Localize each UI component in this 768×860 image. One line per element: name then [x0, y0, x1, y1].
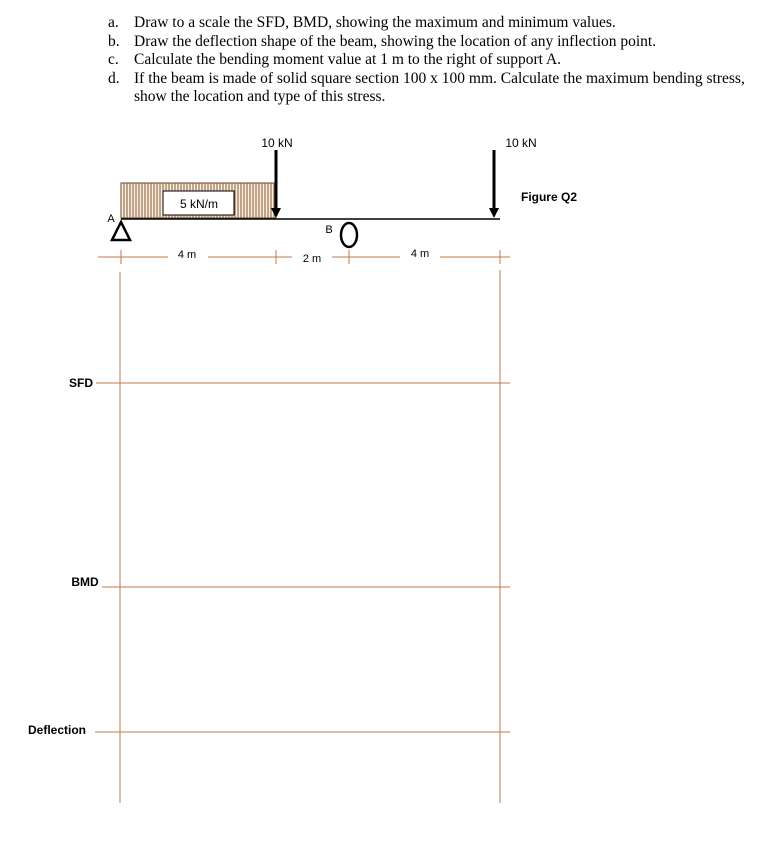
support-a-label: A [107, 213, 115, 225]
span-label-2: 2 m [302, 253, 322, 265]
question-d-letter: d. [108, 69, 120, 87]
sfd-label: SFD [69, 376, 93, 390]
bmd-label: BMD [71, 575, 99, 589]
point-load-2-arrow [489, 150, 499, 218]
question-d-text: If the beam is made of solid square section 100 x 100 mm. Calculate the maximum bending stress, show the location and type of this stress. [134, 69, 745, 105]
support-b-label: B [325, 224, 333, 236]
support-b-roller-icon [341, 223, 357, 247]
question-b-letter: b. [108, 32, 120, 50]
span-label-3: 4 m [410, 248, 430, 260]
question-c-text: Calculate the bending moment value at 1 m to the right of support A. [134, 51, 562, 68]
question-b-text: Draw the deflection shape of the beam, showing the location of any inflection point. [134, 32, 657, 50]
diagram-grid [95, 270, 510, 803]
figure-caption: Figure Q2 [520, 190, 578, 204]
deflection-label: Deflection [27, 723, 87, 737]
point-load-1-label: 10 kN [261, 136, 293, 150]
support-a-pin-icon [112, 222, 130, 240]
question-c-letter: c. [108, 51, 119, 68]
point-load-2-label: 10 kN [505, 136, 537, 150]
span-label-1: 4 m [177, 249, 197, 261]
udl-label: 5 kN/m [179, 197, 219, 211]
question-a-letter: a. [108, 14, 119, 31]
question-a-text: Draw to a scale the SFD, BMD, showing the maximum and minimum values. [134, 14, 616, 31]
